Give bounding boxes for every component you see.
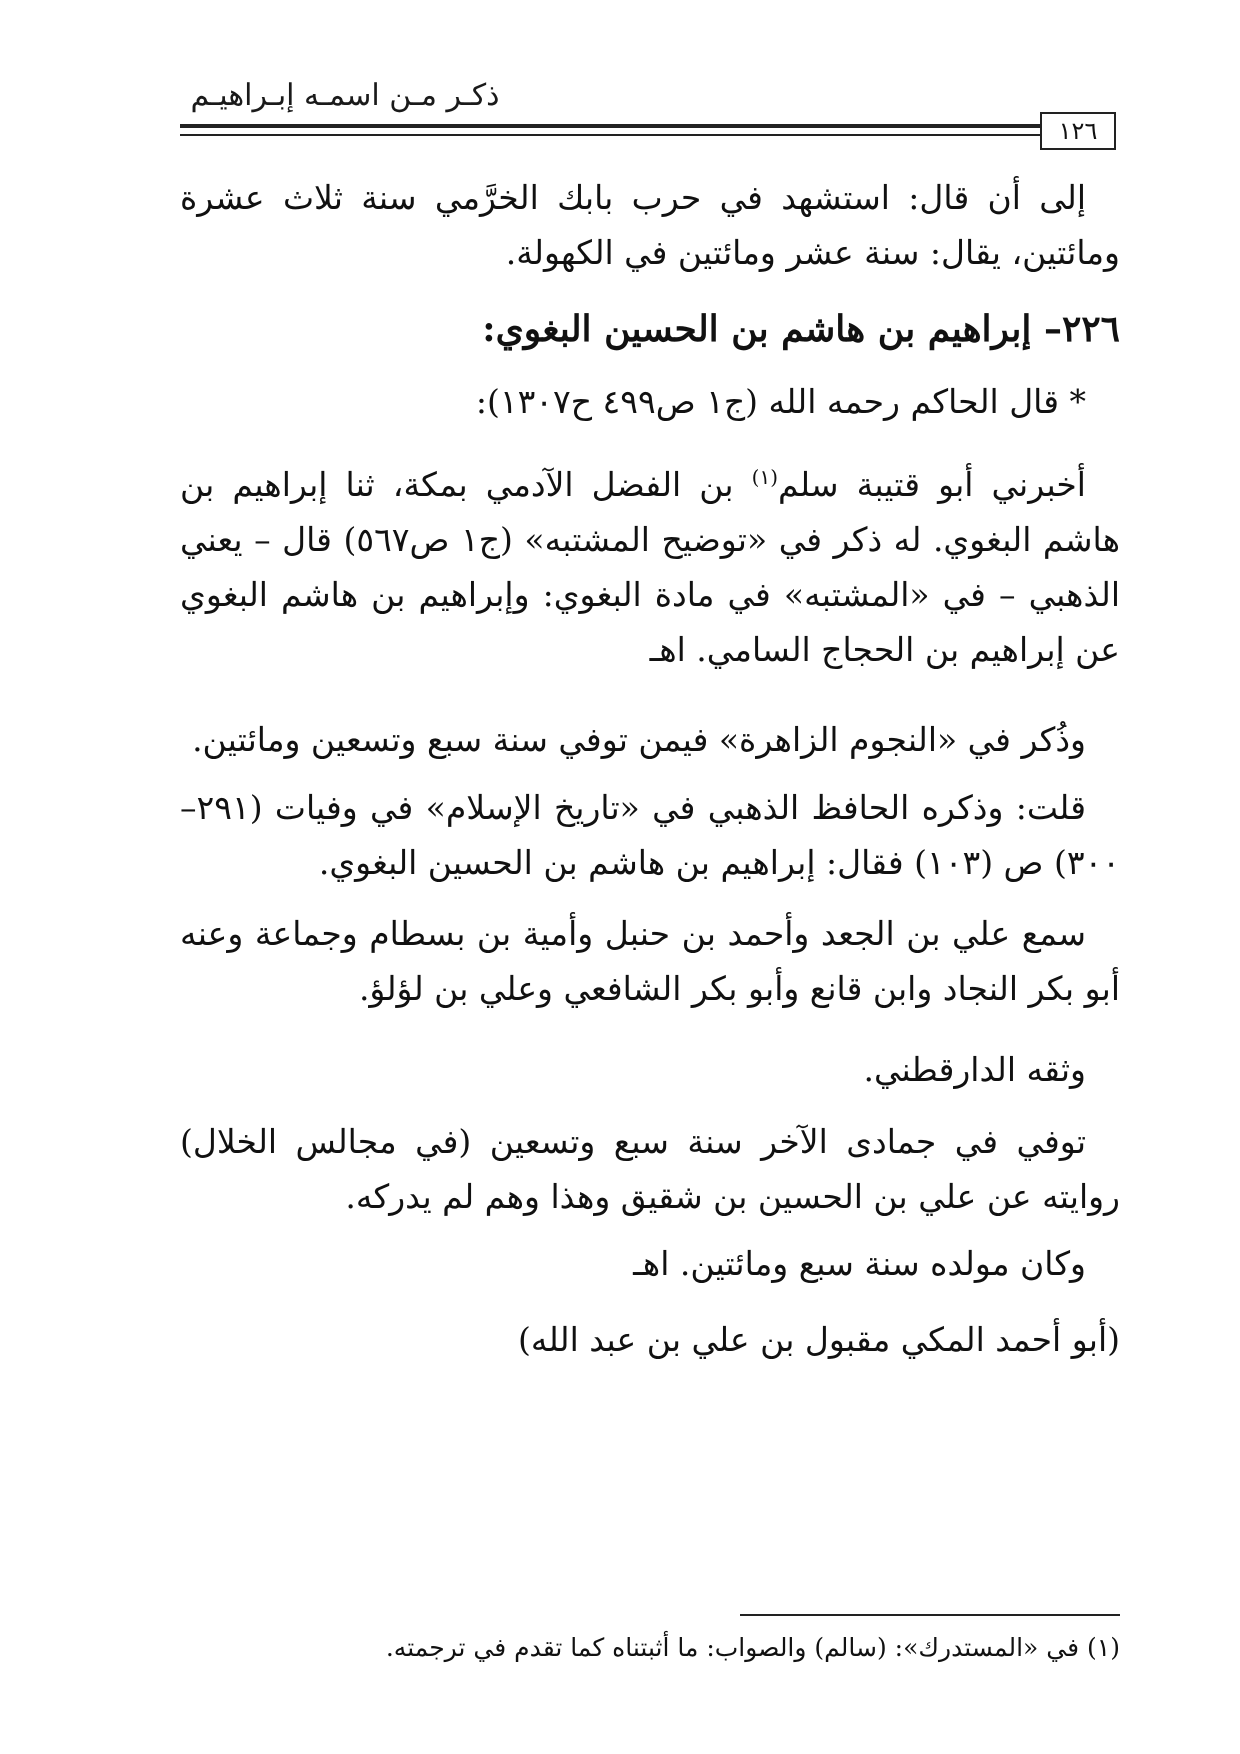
header-rule-thin [180,134,1040,136]
entry-heading: ٢٢٦– إبراهيم بن هاشم بن الحسين البغوي: [482,308,1120,350]
source-citation: * قال الحاكم رحمه الله (ج١ ص٤٩٩ ح١٣٠٧): [475,382,1086,421]
footnote-marker[interactable]: (١) [751,465,779,489]
next-entry-note: (أبو أحمد المكي مقبول بن علي بن عبد الله) [518,1320,1120,1359]
paragraph-birth: وكان مولده سنة سبع ومائتين. اهـ [633,1244,1086,1283]
narration-rest: بن الفضل الآدمي بمكة، ثنا إبراهيم بن هاشم البغوي. له ذكر في «توضيح المشتبه» (ج١ ص٥٦٧) قال – يعني الذهبي – في «المشتبه» في مادة البغوي: وإبراهيم بن هاشم البغوي عن إبراهيم بن الحجاج السامي. اهـ [180,465,1121,669]
paragraph-dhahabi: قلت: وذكره الحافظ الذهبي في «تاريخ الإسلام» في وفيات (٢٩١–٣٠٠) ص (١٠٣) فقال: إبراهيم بن هاشم بن الحسين البغوي. [180,788,1120,882]
page-number: ١٢٦ [1040,112,1116,150]
paragraph-teachers: سمع علي بن الجعد وأحمد بن حنبل وأمية بن بسطام وجماعة وعنه أبو بكر النجاد وابن قانع وأبو بكر الشافعي وعلي بن لؤلؤ. [180,914,1120,1008]
paragraph-death: توفي في جمادى الآخر سنة سبع وتسعين (في مجالس الخلال) روايته عن علي بن الحسين بن شقيق وهذا وهم لم يدركه. [180,1122,1120,1216]
paragraph-narration [180,450,1120,677]
paragraph-continuation: إلى أن قال: استشهد في حرب بابك الخرَّمي سنة ثلاث عشرة ومائتين، يقال: سنة عشر ومائتين في الكهولة. [180,178,1120,272]
footnote-separator [740,1614,1120,1616]
running-title: ذكـر مـن اسمـه إبـراهيـم [190,78,500,113]
paragraph-tawthiq: وثقه الدارقطني. [863,1050,1086,1089]
footnote-1: (١) في «المستدرك»: (سالم) والصواب: ما أثبتناه كما تقدم في ترجمته. [385,1633,1120,1662]
header-rule [180,124,1040,128]
narration-start: أخبرني أبو قتيبة سلم [778,465,1086,504]
paragraph-nujum: وذُكر في «النجوم الزاهرة» فيمن توفي سنة سبع وتسعين ومائتين. [192,720,1086,759]
